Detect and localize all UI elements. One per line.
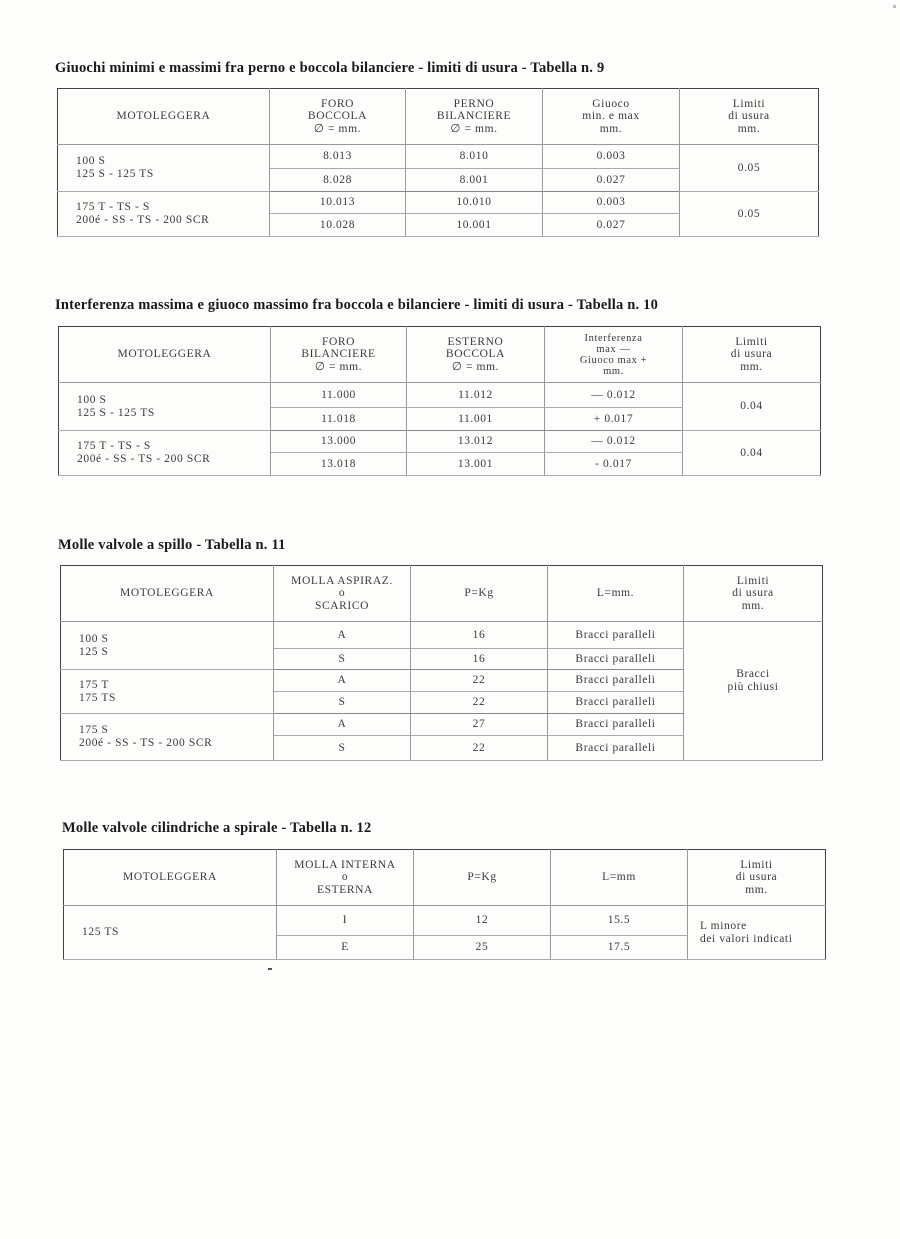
- model-cell: 125 TS: [64, 906, 277, 960]
- table10: [58, 326, 821, 476]
- value-cell: 10.013: [270, 192, 406, 214]
- table12-header-lmm: L=mm: [551, 850, 688, 906]
- model-cell: 100 S 125 S - 125 TS: [59, 383, 271, 431]
- value-cell: I: [277, 906, 414, 936]
- table11-header-row: [61, 566, 823, 622]
- limit-cell: 0.04: [683, 431, 821, 476]
- table-row: [64, 906, 826, 936]
- value-cell: Bracci paralleli: [548, 670, 684, 692]
- table9-header-giuoco: Giuoco min. e max mm.: [543, 89, 680, 145]
- value-cell: 27: [411, 714, 548, 736]
- model-cell: 175 T - TS - S 200é - SS - TS - 200 SCR: [59, 431, 271, 476]
- value-cell: A: [274, 670, 411, 692]
- value-cell: 13.012: [407, 431, 545, 453]
- table10-header-model: MOTOLEGGERA: [59, 327, 271, 383]
- value-cell: 16: [411, 622, 548, 649]
- table11-header-model: MOTOLEGGERA: [61, 566, 274, 622]
- table10-header-foro: FORO BILANCIERE ∅ = mm.: [271, 327, 407, 383]
- table10-title: Interferenza massima e giuoco massimo fra boccola e bilanciere - limiti di usura - Tabella n. 10: [55, 297, 659, 313]
- value-cell: 22: [411, 736, 548, 761]
- table11: [60, 565, 823, 761]
- value-cell: 13.001: [407, 453, 545, 476]
- value-cell: — 0.012: [545, 431, 683, 453]
- table10-header-limiti: Limiti di usura mm.: [683, 327, 821, 383]
- table9-header-row: [58, 89, 819, 145]
- model-cell: 175 T 175 TS: [61, 670, 274, 714]
- value-cell: + 0.017: [545, 408, 683, 431]
- table-row: [61, 622, 823, 649]
- table-row: [58, 145, 819, 169]
- value-cell: 12: [414, 906, 551, 936]
- table12-header-molla: MOLLA INTERNA o ESTERNA: [277, 850, 414, 906]
- table9-header-limiti: Limiti di usura mm.: [680, 89, 819, 145]
- value-cell: 8.010: [406, 145, 543, 169]
- value-cell: 10.028: [270, 214, 406, 237]
- limit-cell: Bracci più chiusi: [684, 622, 823, 761]
- limit-cell: 0.05: [680, 192, 819, 237]
- model-cell: 100 S 125 S - 125 TS: [58, 145, 270, 192]
- table11-header-molla: MOLLA ASPIRAZ. o SCARICO: [274, 566, 411, 622]
- value-cell: S: [274, 649, 411, 670]
- value-cell: 10.001: [406, 214, 543, 237]
- value-cell: Bracci paralleli: [548, 649, 684, 670]
- model-cell: 175 T - TS - S 200é - SS - TS - 200 SCR: [58, 192, 270, 237]
- value-cell: Bracci paralleli: [548, 714, 684, 736]
- model-cell: 175 S 200é - SS - TS - 200 SCR: [61, 714, 274, 761]
- value-cell: 11.001: [407, 408, 545, 431]
- table12: [63, 849, 826, 960]
- table9-header-foro: FORO BOCCOLA ∅ = mm.: [270, 89, 406, 145]
- value-cell: 0.003: [543, 145, 680, 169]
- table12-title: Molle valvole cilindriche a spirale - Tabella n. 12: [62, 820, 372, 836]
- model-cell: 100 S 125 S: [61, 622, 274, 670]
- value-cell: - 0.017: [545, 453, 683, 476]
- table9-header-perno: PERNO BILANCIERE ∅ = mm.: [406, 89, 543, 145]
- value-cell: 0.027: [543, 169, 680, 192]
- scan-speck: [893, 5, 896, 8]
- value-cell: 17.5: [551, 936, 688, 960]
- value-cell: Bracci paralleli: [548, 736, 684, 761]
- table9: [57, 88, 819, 237]
- value-cell: 8.028: [270, 169, 406, 192]
- table9-header-model: MOTOLEGGERA: [58, 89, 270, 145]
- table10-header-row: [59, 327, 821, 383]
- value-cell: S: [274, 736, 411, 761]
- value-cell: 15.5: [551, 906, 688, 936]
- value-cell: E: [277, 936, 414, 960]
- table-row: [59, 431, 821, 453]
- table11-header-limiti: Limiti di usura mm.: [684, 566, 823, 622]
- table-row: [59, 383, 821, 408]
- table10-header-interferenza: Interferenza max — Giuoco max + mm.: [545, 327, 683, 383]
- value-cell: — 0.012: [545, 383, 683, 408]
- value-cell: 22: [411, 692, 548, 714]
- value-cell: A: [274, 622, 411, 649]
- table11-header-pkg: P=Kg: [411, 566, 548, 622]
- table11-header-lmm: L=mm.: [548, 566, 684, 622]
- value-cell: 16: [411, 649, 548, 670]
- limit-cell: 0.05: [680, 145, 819, 192]
- table9-title: Giuochi minimi e massimi fra perno e boccola bilanciere - limiti di usura - Tabella n. 9: [55, 60, 605, 76]
- table12-header-model: MOTOLEGGERA: [64, 850, 277, 906]
- value-cell: 13.000: [271, 431, 407, 453]
- table11-title: Molle valvole a spillo - Tabella n. 11: [58, 537, 286, 553]
- table10-header-esterno: ESTERNO BOCCOLA ∅ = mm.: [407, 327, 545, 383]
- value-cell: 8.001: [406, 169, 543, 192]
- value-cell: 13.018: [271, 453, 407, 476]
- table12-header-pkg: P=Kg: [414, 850, 551, 906]
- value-cell: 25: [414, 936, 551, 960]
- table-row: [58, 192, 819, 214]
- value-cell: A: [274, 714, 411, 736]
- value-cell: 0.027: [543, 214, 680, 237]
- value-cell: 11.012: [407, 383, 545, 408]
- value-cell: 0.003: [543, 192, 680, 214]
- value-cell: S: [274, 692, 411, 714]
- value-cell: Bracci paralleli: [548, 692, 684, 714]
- table12-header-limiti: Limiti di usura mm.: [688, 850, 826, 906]
- value-cell: 8.013: [270, 145, 406, 169]
- table12-header-row: [64, 850, 826, 906]
- value-cell: Bracci paralleli: [548, 622, 684, 649]
- value-cell: 11.000: [271, 383, 407, 408]
- limit-cell: 0.04: [683, 383, 821, 431]
- value-cell: 22: [411, 670, 548, 692]
- limit-cell: L minore dei valori indicati: [688, 906, 826, 960]
- value-cell: 10.010: [406, 192, 543, 214]
- scan-speck: [268, 968, 272, 970]
- value-cell: 11.018: [271, 408, 407, 431]
